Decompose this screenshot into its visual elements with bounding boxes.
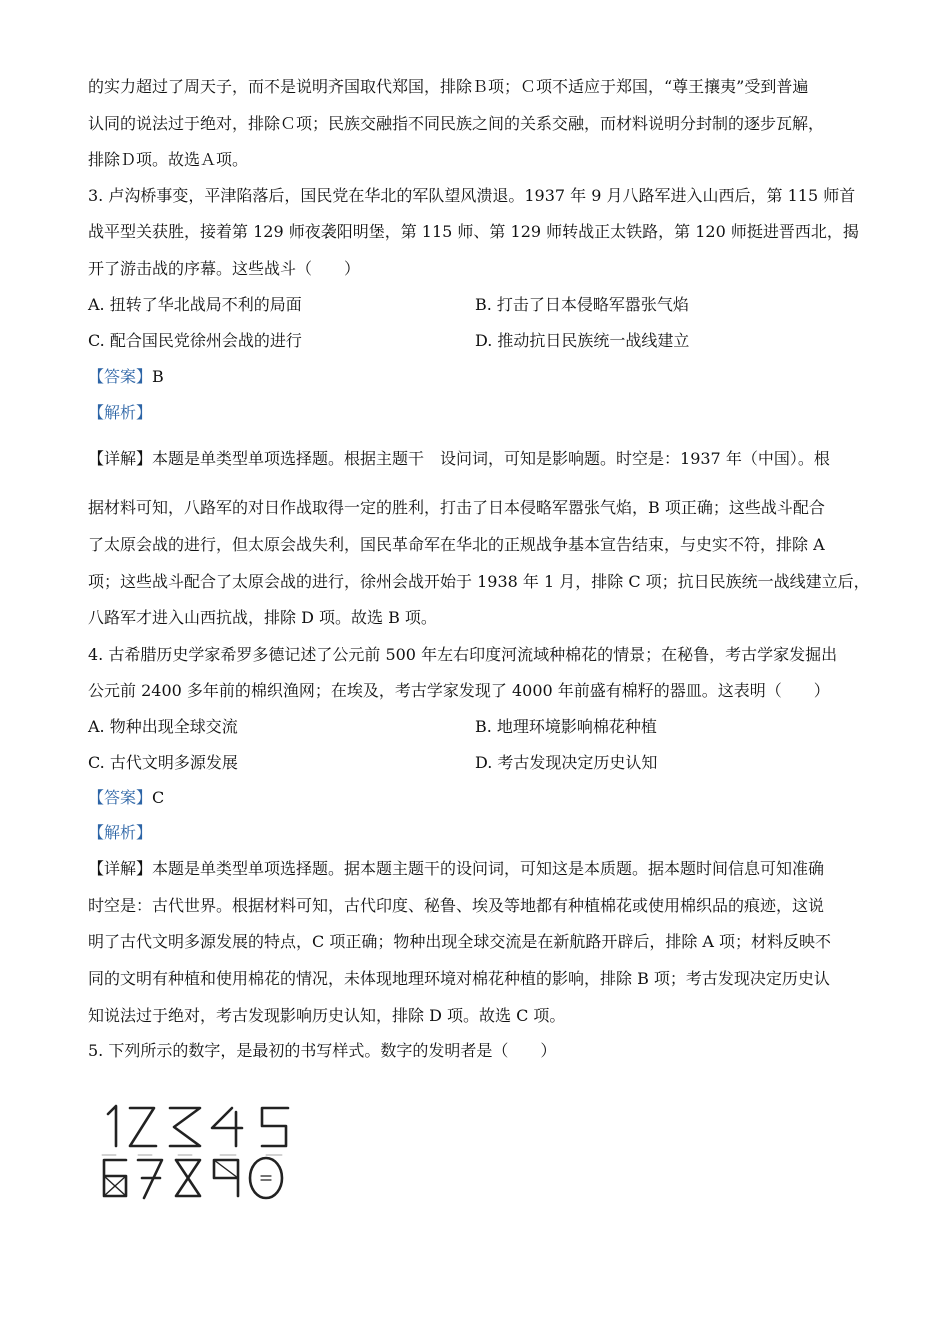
- q4-option-c: C. 古代文明多源发展: [88, 753, 238, 772]
- q4-analysis-tag: 【解析】: [88, 823, 153, 842]
- q3-detail-text-1: 本题是单类型单项选择题。根据主题干 设问词，可知是影响题。时空是：1937 年（中国）。根: [152, 449, 830, 468]
- q4-answer-value: C: [152, 788, 165, 807]
- intro-line-3: 排除Ｄ项。故选Ａ项。: [88, 150, 249, 169]
- q3-detail-line-5: 八路军才进入山西抗战，排除 D 项。故选 B 项。: [88, 608, 437, 627]
- numeral-9-diag: [214, 1160, 238, 1178]
- q4-stem-line-2: 公元前 2400 多年前的棉织渔网；在埃及，考古学家发现了 4000 年前盛有棉籽的器皿。这表明（ ）: [88, 681, 830, 700]
- q4-option-b: B. 地理环境影响棉花种植: [475, 717, 657, 736]
- numeral-2-glyph: [130, 1108, 156, 1146]
- q4-detail-line-2: 时空是：古代世界。根据材料可知，古代印度、秘鲁、埃及等地都有种植棉花或使用棉织品的痕迹，这说: [88, 896, 825, 915]
- q5-stem: 5. 下列所示的数字，是最初的书写样式。数字的发明者是（ ）: [88, 1041, 557, 1060]
- q3-detail-line-2: 据材料可知，八路军的对日作战取得一定的胜利，打击了日本侵略军嚣张气焰，B 项正确；这些战斗配合: [88, 498, 825, 517]
- q3-stem-line-3: 开了游击战的序幕。这些战斗（ ）: [88, 259, 361, 278]
- numeral-0-glyph: [250, 1158, 282, 1198]
- q4-option-a: A. 物种出现全球交流: [88, 717, 238, 736]
- q4-answer-tag: 【答案】: [88, 788, 153, 807]
- q3-answer: [88, 367, 164, 387]
- q3-option-d: D. 推动抗日民族统一战线建立: [475, 331, 690, 350]
- q4-detail-text-1: 本题是单类型单项选择题。据本题主题干的设问词，可知这是本质题。据本题时间信息可知准确: [152, 859, 825, 878]
- q3-option-c: C. 配合国民党徐州会战的进行: [88, 331, 302, 350]
- q4-answer: [88, 788, 164, 808]
- q4-detail-line-4: 同的文明有种植和使用棉花的情况，未体现地理环境对棉花种植的影响，排除 B 项；考古发现决定历史认: [88, 969, 830, 988]
- numeral-3-glyph: [170, 1108, 200, 1146]
- q3-answer-tag: 【答案】: [88, 367, 153, 386]
- numeral-8-glyph: [176, 1160, 200, 1196]
- q3-option-a: A. 扭转了华北战局不利的局面: [88, 295, 302, 314]
- q3-answer-value: B: [152, 367, 164, 386]
- intro-line-2: 认同的说法过于绝对，排除Ｃ项；民族交融指不同民族之间的关系交融，而材料说明分封制的逐步瓦解，: [88, 114, 825, 133]
- q4-stem-line-1: 4. 古希腊历史学家希罗多德记述了公元前 500 年左右印度河流域种棉花的情景；在秘鲁，考古学家发掘出: [88, 645, 838, 664]
- numerals-figure-svg: [96, 1100, 296, 1205]
- q3-detail-line-4: 项；这些战斗配合了太原会战的进行，徐州会战开始于 1938 年 1 月，排除 C 项；抗日民族统一战线建立后，: [88, 572, 870, 591]
- q3-stem-line-2: 战平型关获胜，接着第 129 师夜袭阳明堡，第 115 师、第 129 师转战正太铁路，第 120 师挺进晋西北，揭: [88, 222, 859, 241]
- q3-option-b: B. 打击了日本侵略军嚣张气焰: [475, 295, 689, 314]
- q3-detail-line-3: 了太原会战的进行，但太原会战失利，国民革命军在华北的正规战争基本宣告结束，与史实不符，排除 A: [88, 535, 825, 554]
- numerals-figure: [96, 1100, 296, 1205]
- numeral-4-glyph: [212, 1108, 242, 1128]
- intro-line-1: 的实力超过了周天子，而不是说明齐国取代郑国，排除Ｂ项；Ｃ项不适应于郑国，“尊王攘夷”受到普遍: [88, 77, 809, 96]
- q3-analysis-tag: 【解析】: [88, 403, 153, 422]
- q4-detail-line-3: 明了古代文明多源发展的特点，C 项正确；物种出现全球交流是在新航路开辟后，排除 A 项；材料反映不: [88, 932, 832, 951]
- numeral-1-glyph: [108, 1106, 116, 1146]
- q4-detail-line-5: 知说法过于绝对，考古发现影响历史认知，排除 D 项。故选 C 项。: [88, 1006, 566, 1025]
- q3-detail-tag: 【详解】: [88, 449, 153, 468]
- numeral-5-glyph: [262, 1108, 288, 1146]
- q4-option-d: D. 考古发现决定历史认知: [475, 753, 658, 772]
- numeral-9-glyph: [214, 1160, 238, 1196]
- numeral-6-glyph: [104, 1160, 126, 1196]
- q3-detail-line-1: [88, 449, 830, 469]
- q4-detail-line-1: [88, 859, 824, 879]
- q4-detail-tag: 【详解】: [88, 859, 153, 878]
- q3-stem-line-1: 3. 卢沟桥事变，平津陷落后，国民党在华北的军队望风溃退。1937 年 9 月八路军进入山西后，第 115 师首: [88, 186, 856, 205]
